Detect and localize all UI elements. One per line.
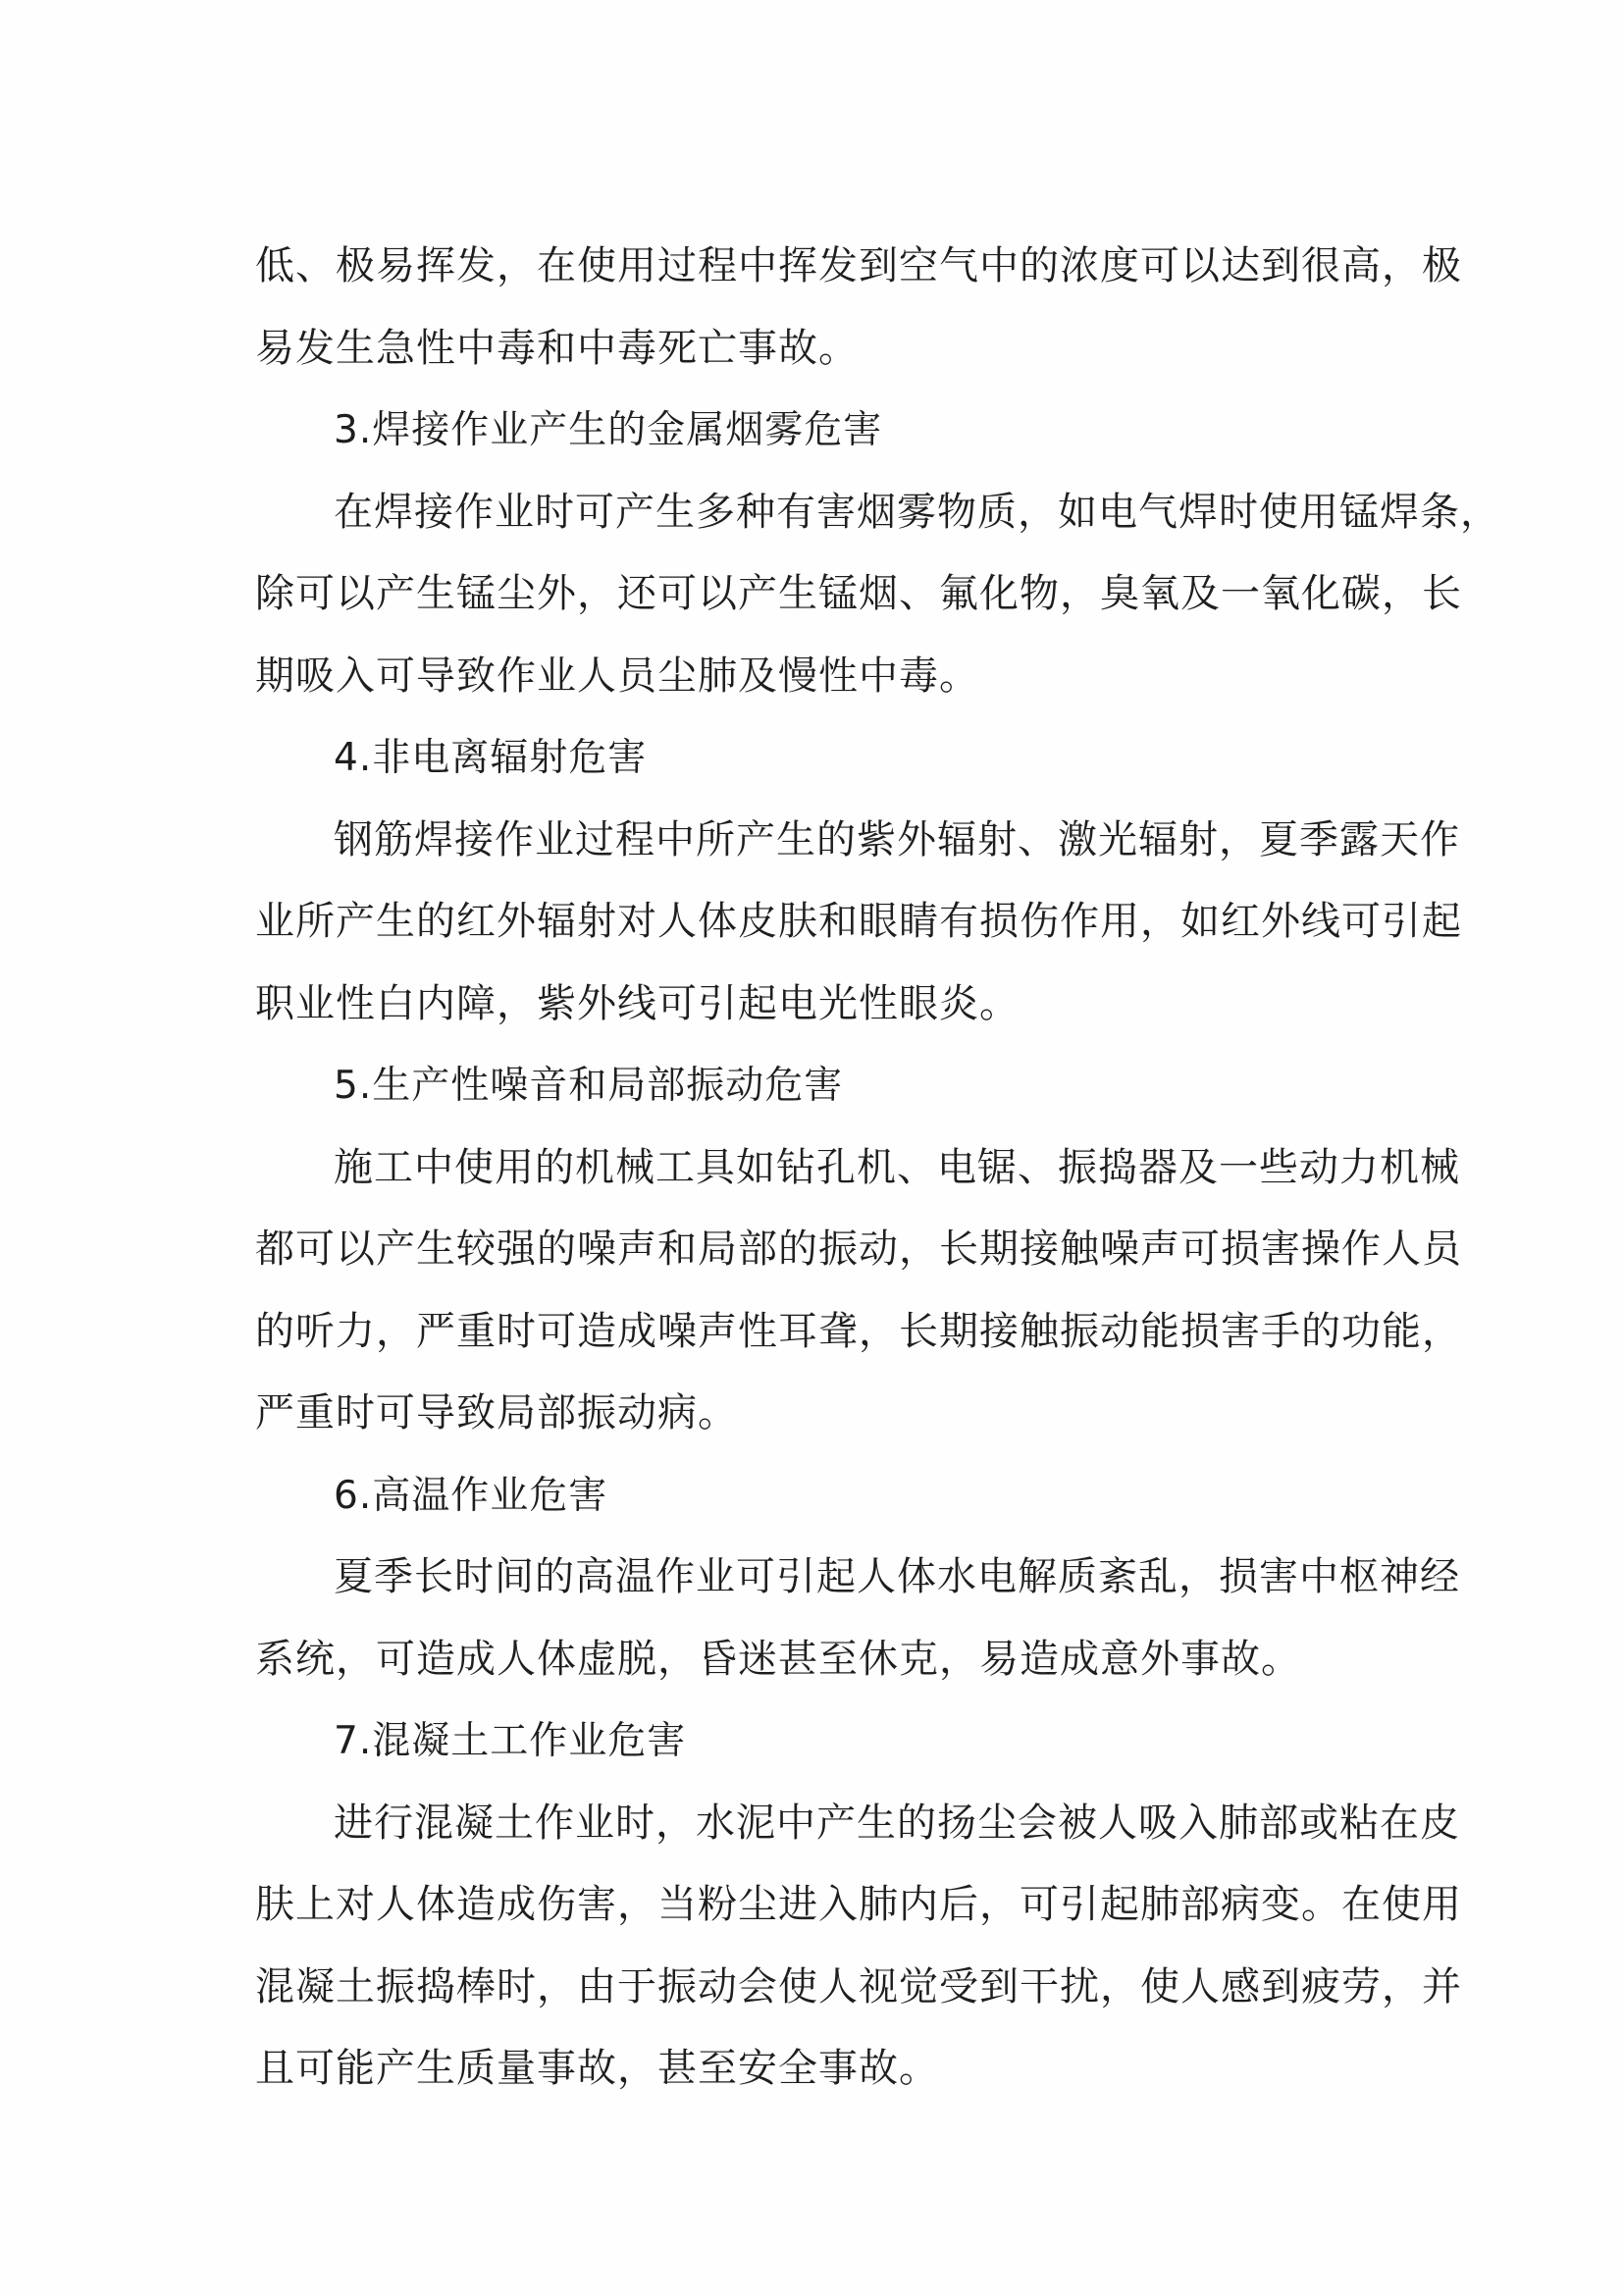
body-line: 都可以产生较强的噪声和局部的振动，长期接触噪声可损害操作人员 (255, 1226, 1462, 1272)
body-line: 系统，可造成人体虚脱，昏迷甚至休克，易造成意外事故。 (255, 1636, 1301, 1682)
section-heading-6: 6.高温作业危害 (334, 1473, 608, 1518)
section-heading-5: 5.生产性噪音和局部振动危害 (334, 1064, 844, 1108)
body-line: 在焊接作业时可产生多种有害烟雾物质，如电气焊时使用锰焊条， (334, 489, 1500, 535)
body-line: 低、极易挥发，在使用过程中挥发到空气中的浓度可以达到很高，极 (255, 243, 1462, 288)
document-body (255, 226, 1500, 2111)
body-line: 易发生急性中毒和中毒死亡事故。 (255, 325, 859, 371)
body-line: 除可以产生锰尘外，还可以产生锰烟、氟化物，臭氧及一氧化碳，长 (255, 571, 1462, 616)
body-line: 期吸入可导致作业人员尘肺及慢性中毒。 (255, 652, 979, 699)
body-line: 夏季长时间的高温作业可引起人体水电解质紊乱，损害中枢神经 (334, 1554, 1460, 1599)
body-line: 肤上对人体造成伤害，当粉尘进入肺内后，可引起肺部病变。在使用 (255, 1882, 1462, 1927)
body-line: 混凝土振捣棒时，由于振动会使人视觉受到干扰，使人感到疲劳，并 (255, 1963, 1462, 2009)
body-line: 施工中使用的机械工具如钻孔机、电锯、振捣器及一些动力机械 (334, 1144, 1460, 1190)
section-heading-7: 7.混凝土工作业危害 (334, 1719, 687, 1763)
section-heading-4: 4.非电离辐射危害 (334, 736, 648, 780)
body-line: 严重时可导致局部振动病。 (255, 1390, 738, 1435)
body-line: 进行混凝土作业时，水泥中产生的扬尘会被人吸入肺部或粘在皮 (334, 1800, 1460, 1846)
body-line: 且可能产生质量事故，甚至安全事故。 (255, 2046, 939, 2091)
body-line: 钢筋焊接作业过程中所产生的紫外辐射、激光辐射，夏季露天作 (334, 816, 1460, 862)
body-line: 业所产生的红外辐射对人体皮肤和眼睛有损伤作用，如红外线可引起 (255, 899, 1462, 944)
body-line: 的听力，严重时可造成噪声性耳聋，长期接触振动能损害手的功能， (255, 1308, 1462, 1354)
body-line: 职业性白内障，紫外线可引起电光性眼炎。 (255, 980, 1020, 1026)
section-heading-3: 3.焊接作业产生的金属烟雾危害 (334, 408, 883, 452)
